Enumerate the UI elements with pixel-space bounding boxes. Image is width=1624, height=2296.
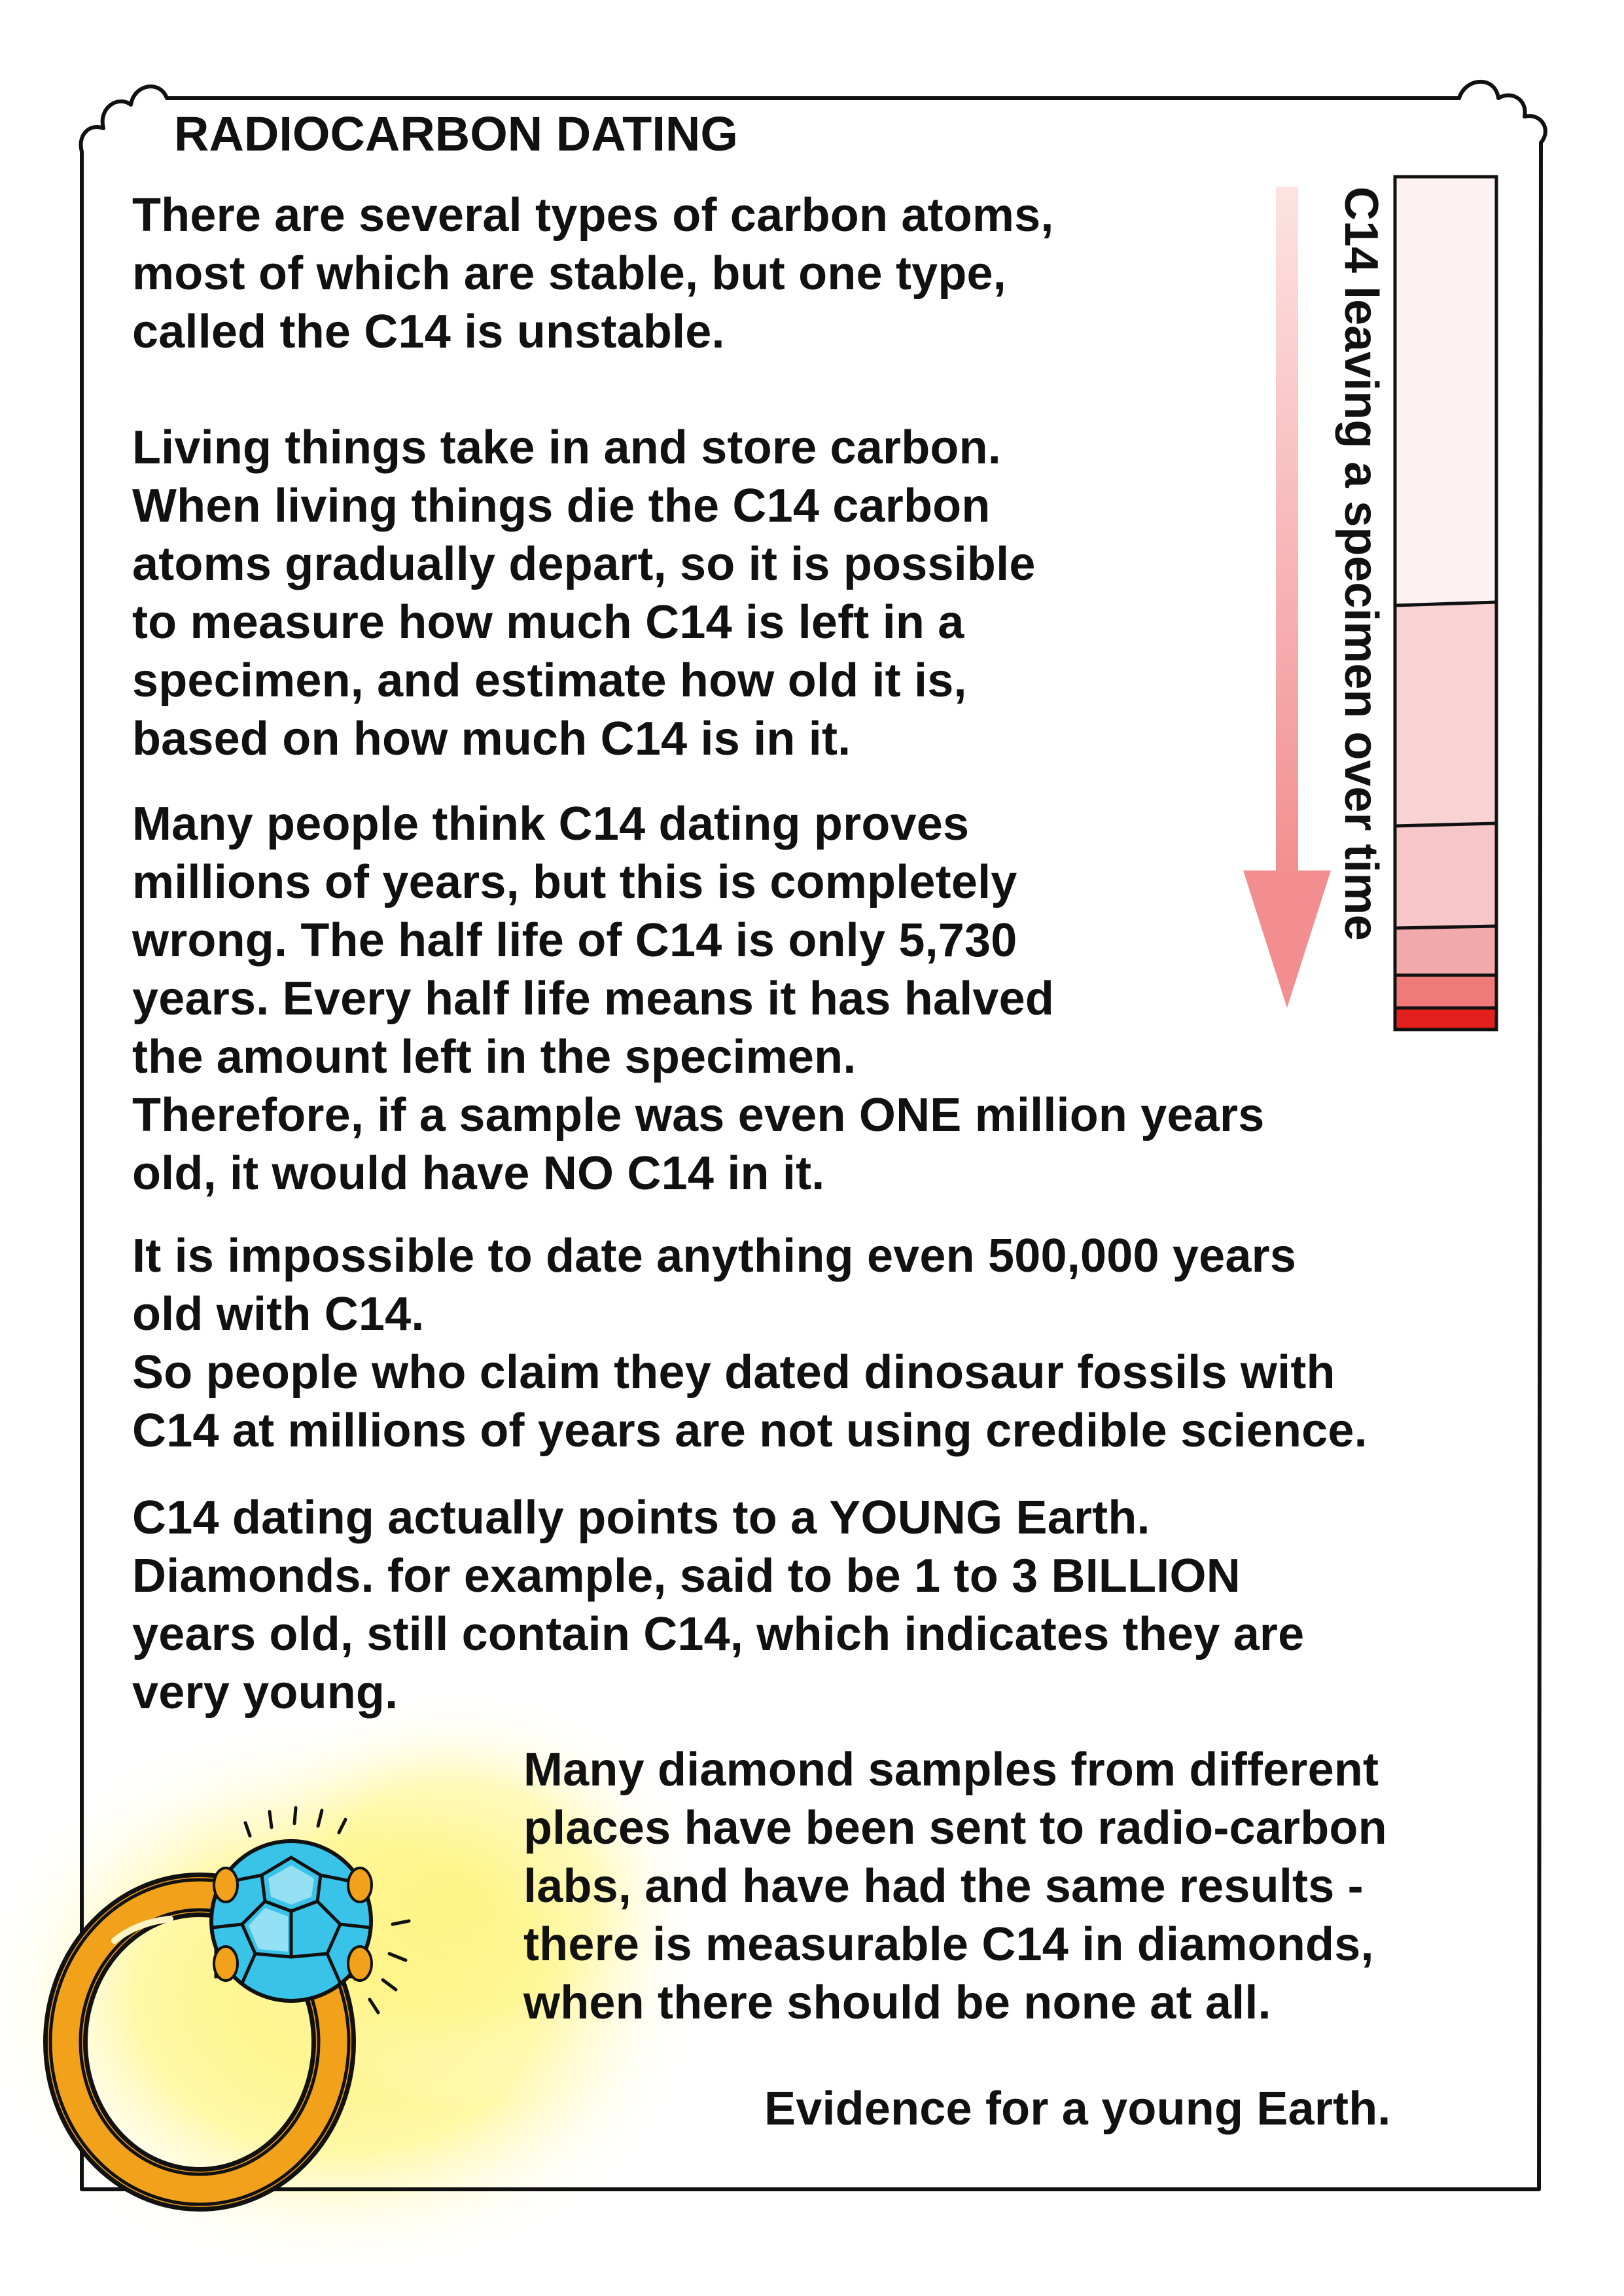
paragraph-diamond-samples xyxy=(523,1741,1387,2032)
text-line: old with C14. xyxy=(132,1288,425,1340)
text-line: It is impossible to date anything even 500,000 years xyxy=(132,1230,1297,1282)
text-line: very young. xyxy=(132,1666,398,1719)
text-line: C14 dating actually points to a YOUNG Earth. xyxy=(132,1492,1150,1544)
text-line: based on how much C14 is in it. xyxy=(132,713,851,765)
text-line: most of which are stable, but one type, xyxy=(132,247,1007,300)
paragraph-living-things xyxy=(132,419,1036,768)
text-line: to measure how much C14 is left in a xyxy=(132,596,964,649)
text-line: Living things take in and store carbon. xyxy=(132,422,1001,474)
text-line: called the C14 is unstable. xyxy=(132,306,725,358)
paragraph-half-life xyxy=(132,795,1265,1203)
text-line: So people who claim they dated dinosaur fossils with xyxy=(132,1346,1335,1399)
text-line: Diamonds. for example, said to be 1 to 3 BILLION xyxy=(132,1550,1241,1602)
text-line: C14 at millions of years are not using credible science. xyxy=(132,1405,1368,1457)
text-line: wrong. The half life of C14 is only 5,730 xyxy=(132,914,1017,967)
closing-statement: Evidence for a young Earth. xyxy=(764,2083,1391,2135)
side-label: C14 leaving a specimen over time xyxy=(1335,187,1387,941)
c14-decay-bar xyxy=(1395,177,1496,1030)
text-line: years. Every half life means it has halved xyxy=(132,973,1055,1025)
text-line: When living things die the C14 carbon xyxy=(132,480,991,532)
paragraph-intro xyxy=(132,187,1054,361)
text-line: Therefore, if a sample was even ONE million years xyxy=(132,1089,1265,1141)
text-line: years old, still contain C14, which indicates they are xyxy=(132,1608,1305,1660)
page-title: RADIOCARBON DATING xyxy=(174,107,738,161)
text-line: when there should be none at all. xyxy=(523,1977,1271,2029)
text-line: specimen, and estimate how old it is, xyxy=(132,655,967,707)
text-line: atoms gradually depart, so it is possible xyxy=(132,538,1036,590)
text-line: old, it would have NO C14 in it. xyxy=(132,1147,825,1200)
text-line: Many people think C14 dating proves xyxy=(132,798,970,850)
text-line: there is measurable C14 in diamonds, xyxy=(523,1918,1374,1971)
paragraph-young-earth xyxy=(132,1489,1304,1722)
text-line: There are several types of carbon atoms, xyxy=(132,189,1054,242)
text-line: places have been sent to radio-carbon xyxy=(523,1802,1387,1854)
paragraph-impossible xyxy=(132,1227,1368,1460)
text-line: the amount left in the specimen. xyxy=(132,1031,856,1083)
text-line: Many diamond samples from different xyxy=(523,1744,1379,1796)
text-line: labs, and have had the same results - xyxy=(523,1860,1364,1912)
text-line: millions of years, but this is completely xyxy=(132,856,1017,908)
